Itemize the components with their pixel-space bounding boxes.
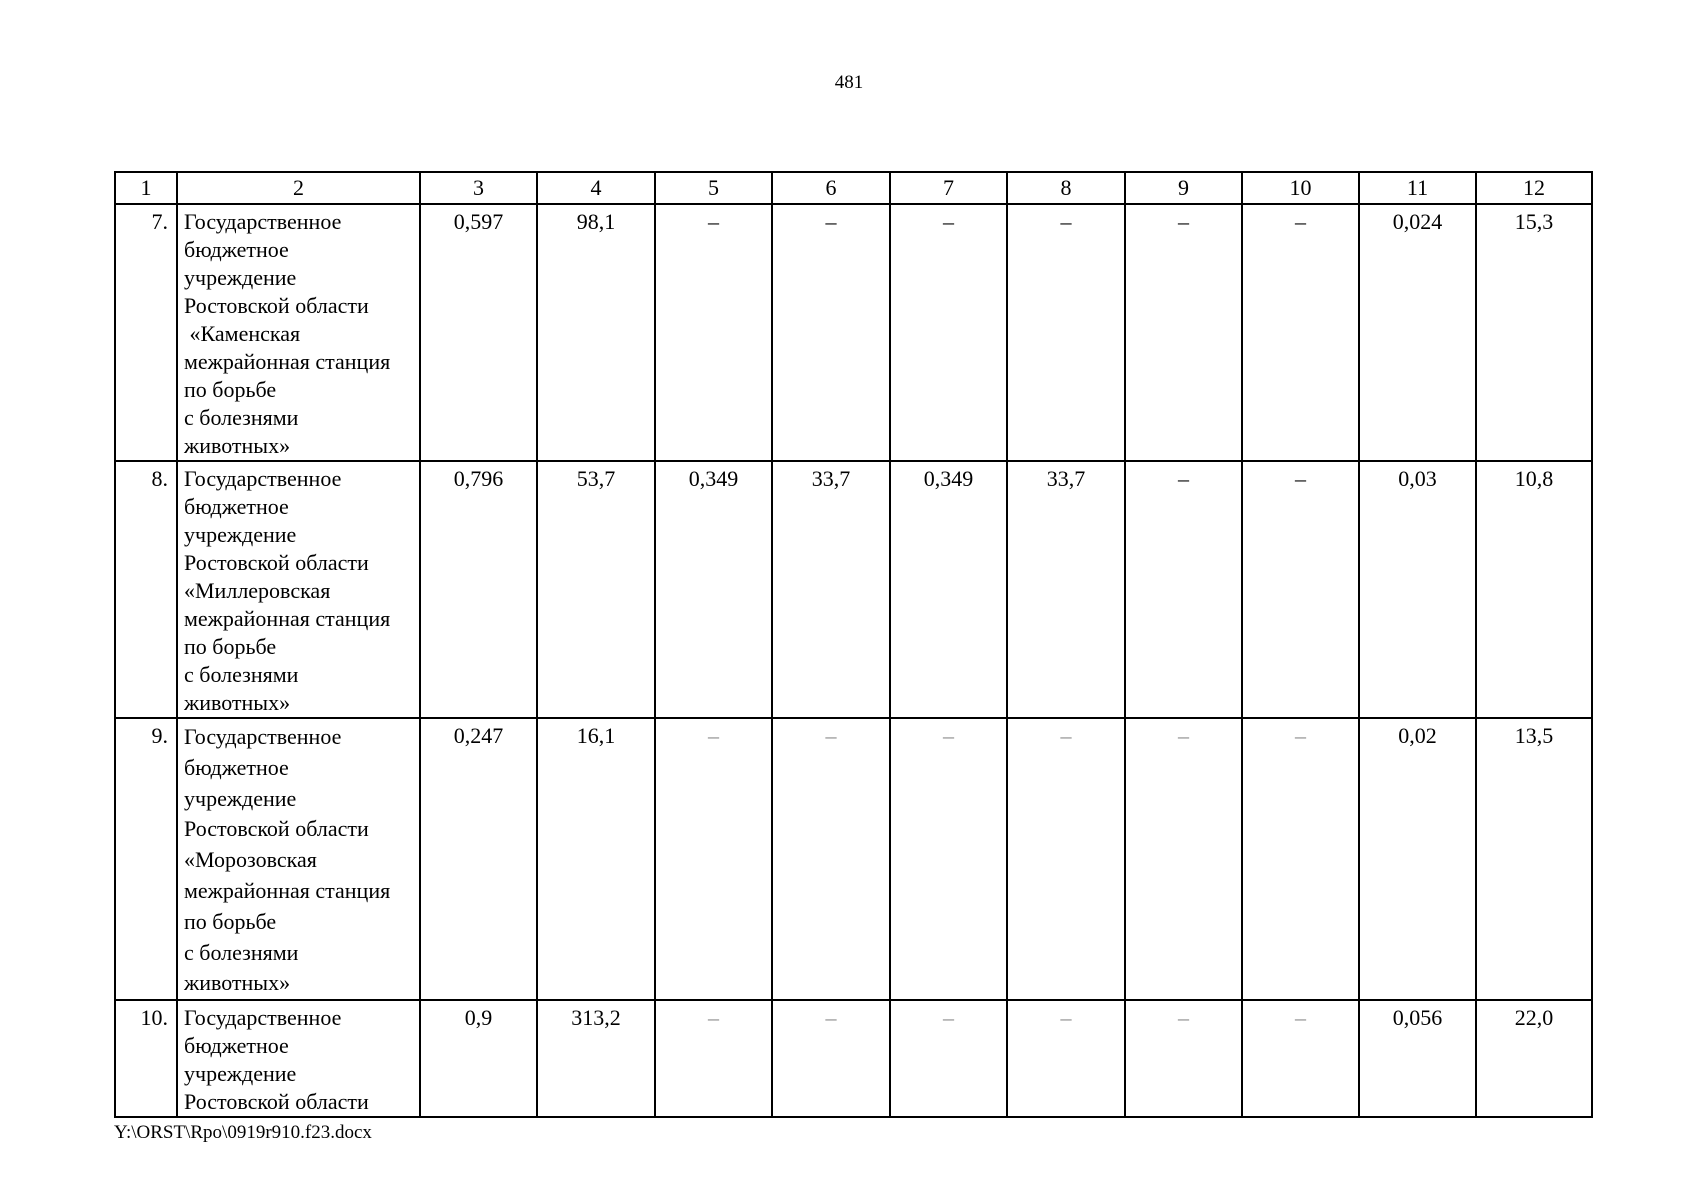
value-cell: – (890, 1000, 1007, 1117)
value-cell: – (1125, 718, 1242, 1000)
value-cell: – (1007, 1000, 1125, 1117)
column-number: 3 (420, 172, 537, 204)
table-row (115, 461, 1592, 718)
value-cell: – (772, 204, 890, 461)
value-cell: – (772, 1000, 890, 1117)
value-cell: 10,8 (1476, 461, 1592, 718)
name-line: животных» (184, 433, 291, 458)
value-cell: 0,349 (655, 461, 772, 718)
name-line: межрайонная станция (184, 349, 391, 374)
name-line: с болезнями (184, 662, 299, 687)
value-cell: – (1242, 204, 1359, 461)
name-line: Ростовской области (184, 816, 369, 842)
column-number: 4 (537, 172, 655, 204)
column-number: 10 (1242, 172, 1359, 204)
column-number: 11 (1359, 172, 1476, 204)
column-number: 9 (1125, 172, 1242, 204)
value-cell: 0,02 (1359, 718, 1476, 1000)
value-cell: 53,7 (537, 461, 655, 718)
value-cell: 0,796 (420, 461, 537, 718)
row-index: 8. (115, 461, 177, 718)
name-line: учреждение (184, 265, 297, 290)
value-cell: – (1007, 718, 1125, 1000)
name-line: по борьбе (184, 634, 277, 659)
value-cell: – (890, 204, 1007, 461)
name-line: Ростовской области (184, 293, 369, 318)
page-number: 481 (834, 72, 864, 93)
row-index: 9. (115, 718, 177, 1000)
value-cell: 13,5 (1476, 718, 1592, 1000)
name-line: Ростовской области (184, 550, 369, 575)
value-cell: – (655, 1000, 772, 1117)
name-line: Государственное (184, 724, 342, 749)
column-number: 5 (655, 172, 772, 204)
value-cell: 33,7 (772, 461, 890, 718)
table-row (115, 718, 1592, 1000)
name-line: по борьбе (184, 377, 277, 402)
name-line: межрайонная станция (184, 606, 391, 631)
value-cell: – (890, 718, 1007, 1000)
institution-name (177, 461, 420, 718)
value-cell: 0,03 (1359, 461, 1476, 718)
value-cell: – (1125, 1000, 1242, 1117)
value-cell: 22,0 (1476, 1000, 1592, 1117)
name-line: с болезнями (184, 939, 299, 965)
table-row (115, 204, 1592, 461)
value-cell: – (772, 718, 890, 1000)
column-number: 7 (890, 172, 1007, 204)
institution-name (177, 204, 420, 461)
table-row (115, 1000, 1592, 1117)
name-line: «Морозовская (184, 847, 317, 873)
name-line: Государственное (184, 1005, 342, 1031)
value-cell: – (1242, 718, 1359, 1000)
value-cell: 313,2 (537, 1000, 655, 1117)
value-cell: – (1242, 461, 1359, 718)
value-cell: 15,3 (1476, 204, 1592, 461)
value-cell: – (655, 204, 772, 461)
table-header-row (115, 172, 1592, 204)
value-cell: 0,247 (420, 718, 537, 1000)
value-cell: 0,597 (420, 204, 537, 461)
name-line: животных» (184, 970, 291, 996)
name-line: бюджетное (184, 237, 289, 262)
name-line: бюджетное (184, 754, 289, 780)
value-cell: 98,1 (537, 204, 655, 461)
column-number: 12 (1476, 172, 1592, 204)
column-number: 6 (772, 172, 890, 204)
document-file-path: Y:\ORST\Rpo\0919r910.f23.docx (114, 1122, 372, 1143)
value-cell: 0,9 (420, 1000, 537, 1117)
value-cell: – (1125, 204, 1242, 461)
name-line: учреждение (184, 522, 297, 547)
value-cell: 0,056 (1359, 1000, 1476, 1117)
data-table (114, 171, 1593, 1118)
name-line: бюджетное (184, 494, 289, 519)
column-number: 2 (177, 172, 420, 204)
value-cell: – (655, 718, 772, 1000)
name-line: учреждение (184, 1061, 297, 1087)
value-cell: – (1007, 204, 1125, 461)
name-line: с болезнями (184, 405, 299, 430)
value-cell: – (1125, 461, 1242, 718)
value-cell: 0,349 (890, 461, 1007, 718)
institution-name (177, 1000, 420, 1117)
value-cell: 33,7 (1007, 461, 1125, 718)
name-line: «Каменская (184, 321, 301, 346)
name-line: бюджетное (184, 1033, 289, 1059)
row-index: 10. (115, 1000, 177, 1117)
name-line: Государственное (184, 209, 342, 234)
name-line: межрайонная станция (184, 877, 391, 903)
institution-name (177, 718, 420, 1000)
name-line: Ростовской области (184, 1089, 369, 1115)
column-number: 8 (1007, 172, 1125, 204)
column-number: 1 (115, 172, 177, 204)
name-line: животных» (184, 690, 291, 715)
value-cell: – (1242, 1000, 1359, 1117)
name-line: «Миллеровская (184, 578, 331, 603)
row-index: 7. (115, 204, 177, 461)
name-line: Государственное (184, 466, 342, 491)
name-line: учреждение (184, 785, 297, 811)
name-line: по борьбе (184, 908, 277, 934)
value-cell: 0,024 (1359, 204, 1476, 461)
value-cell: 16,1 (537, 718, 655, 1000)
